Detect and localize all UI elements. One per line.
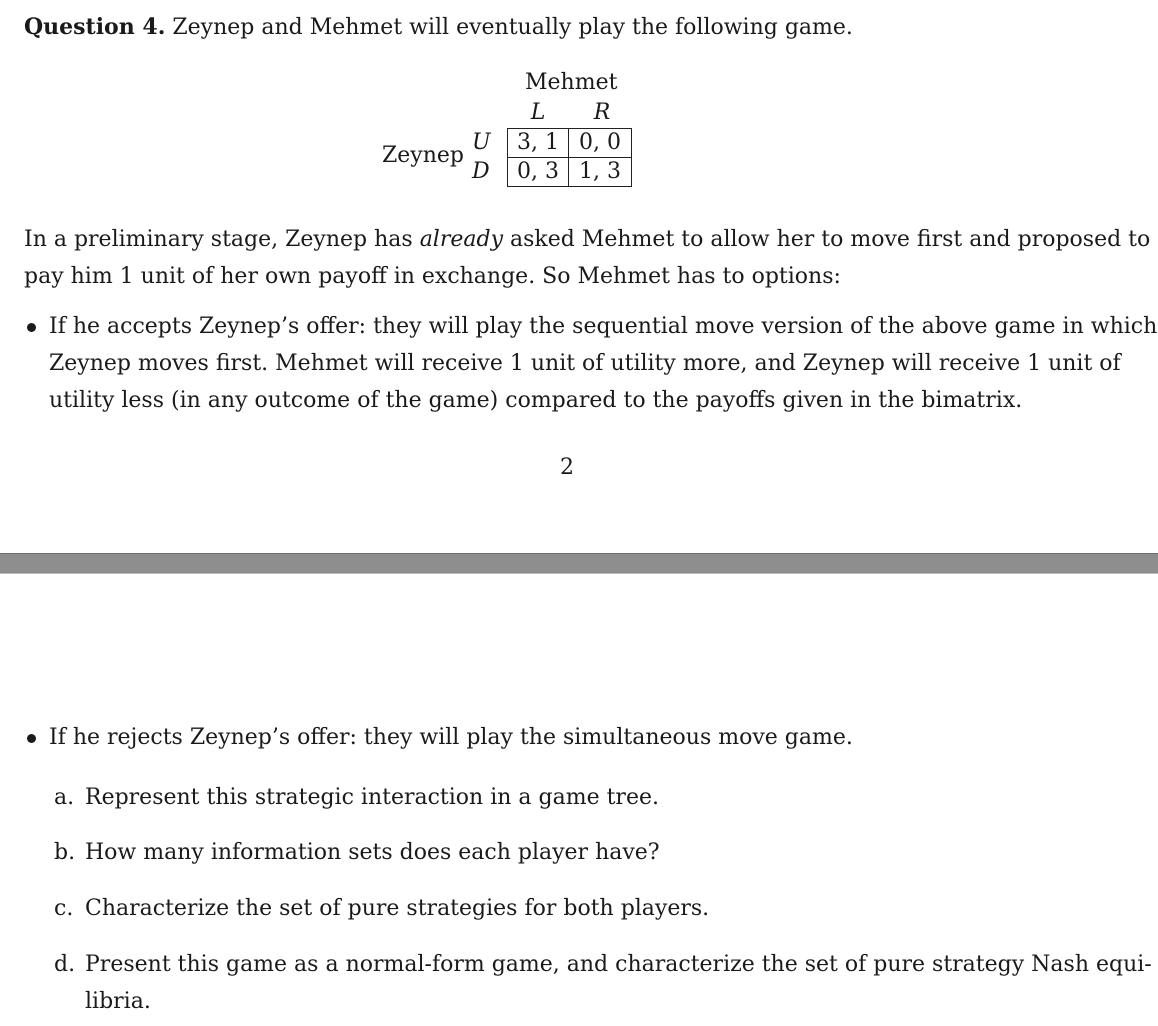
col-strategy-r: R (593, 100, 611, 125)
paragraph-emphasis: already (419, 227, 504, 252)
paragraph-line-2: pay him 1 unit of her own payoff in exchange. So Mehmet has to options: (24, 264, 841, 289)
part-b-label: b. (54, 840, 76, 865)
col-player-label: Mehmet (525, 70, 618, 95)
row-player-label: Zeynep (382, 143, 465, 168)
part-a-text: Represent this strategic interaction in a game tree. (85, 785, 659, 810)
part-c-label: c. (54, 896, 74, 921)
part-d-label: d. (54, 952, 76, 977)
question-heading (24, 14, 853, 40)
part-b-text: How many information sets does each player have? (85, 840, 660, 865)
row-strategy-u: U (472, 130, 491, 155)
accept-line-1: If he accepts Zeynep’s offer: they will play the sequential move version of the above game in which (49, 314, 1158, 339)
part-c-text: Characterize the set of pure strategies for both players. (85, 896, 710, 921)
paragraph-text: asked Mehmet to allow her to move first and proposed to (503, 227, 1151, 252)
accept-line-3: utility less (in any outcome of the game) compared to the payoffs given in the bimatrix. (49, 388, 1023, 413)
paragraph-line-1 (24, 227, 1150, 252)
accept-line-2: Zeynep moves first. Mehmet will receive 1 unit of utility more, and Zeynep will receive 1 unit of (49, 351, 1121, 376)
part-d-text-continued: libria. (85, 989, 151, 1014)
payoff-cell: 0, 3 (508, 158, 569, 187)
bullet-icon (27, 734, 36, 743)
question-label: Question 4. (24, 14, 166, 40)
paragraph-text: In a preliminary stage, Zeynep has (24, 227, 420, 252)
payoff-row-d (508, 158, 632, 187)
page-number: 2 (560, 455, 574, 480)
reject-line-1: If he rejects Zeynep’s offer: they will play the simultaneous move game. (49, 725, 853, 750)
bullet-icon (27, 323, 36, 332)
payoff-bimatrix (507, 128, 632, 187)
payoff-cell: 0, 0 (569, 129, 632, 158)
part-d-text: Present this game as a normal-form game, and characterize the set of pure strategy Nash equi- (85, 952, 1152, 977)
payoff-cell: 3, 1 (508, 129, 569, 158)
page-divider (0, 553, 1158, 574)
payoff-cell: 1, 3 (569, 158, 632, 187)
part-a-label: a. (54, 785, 75, 810)
row-strategy-d: D (472, 159, 490, 184)
question-intro: Zeynep and Mehmet will eventually play the following game. (172, 15, 853, 40)
payoff-row-u (508, 129, 632, 158)
col-strategy-l: L (530, 100, 546, 125)
